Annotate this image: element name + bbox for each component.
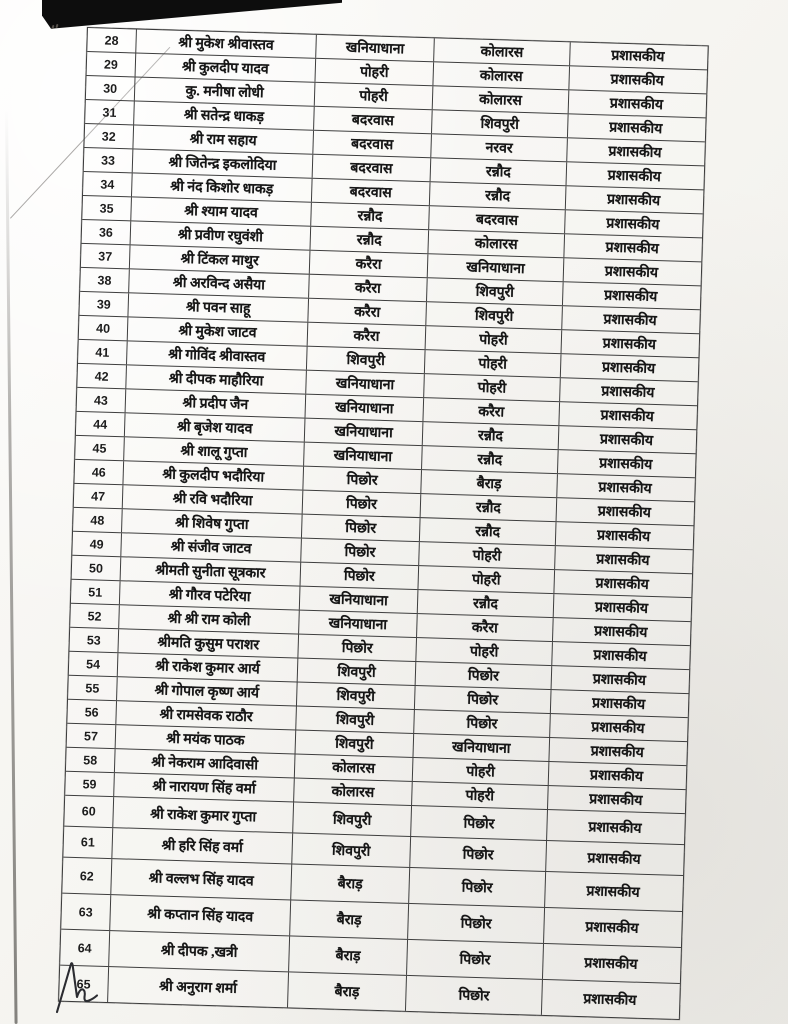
cell-serial-number: 41 [95, 344, 110, 360]
cell-name: श्री अनुराग शर्मा [107, 967, 288, 1007]
cell-place-from: करैरा [309, 251, 428, 277]
cell-serial-number: 35 [99, 200, 114, 216]
cell-category: प्रशासकीय [555, 522, 692, 549]
cell-name: श्री कुलदीप यादव [135, 53, 316, 81]
cell-place-from: बैराड़ [287, 972, 406, 1010]
cell-serial-number: 56 [84, 704, 99, 720]
cell-category: प्रशासकीय [566, 138, 703, 165]
cell-serial-number: 46 [91, 464, 106, 480]
cell-place-to: बदरवास [428, 206, 565, 233]
cell-name: श्री राकेश कुमार गुप्ता [112, 797, 293, 832]
cell-place-to: रन्नौद [417, 590, 554, 617]
cell-serial-number: 38 [97, 272, 112, 288]
cell-category: प्रशासकीय [553, 570, 690, 597]
cell-category: प्रशासकीय [560, 354, 697, 381]
cell-place-from: शिवपुरी [295, 706, 414, 732]
cell-place-to: कोलारस [432, 86, 569, 113]
cell-name: श्री प्रवीण रघुवंशी [130, 221, 311, 249]
cell-serial-number: 47 [90, 488, 106, 504]
cell-name: श्री दीपक माहौरिया [125, 365, 306, 393]
cell-place-from: बदरवास [313, 107, 432, 133]
cell-place-to: पोहरी [423, 374, 560, 401]
cell-place-to: पिछोर [407, 904, 544, 943]
cell-category: प्रशासकीय [553, 594, 690, 621]
cell-name: श्री संजीव जाटव [120, 533, 301, 561]
cell-category: प्रशासकीय [561, 330, 698, 357]
cell-name: श्री श्याम यादव [130, 197, 311, 225]
cell-place-from: बदरवास [312, 131, 431, 157]
cell-place-to: पिछोर [415, 662, 552, 689]
cell-serial-number: 44 [93, 416, 108, 432]
cell-place-from: पिछोर [302, 467, 421, 493]
cell-place-to: खनियाधाना [427, 254, 564, 281]
cell-place-from: पिछोर [300, 539, 419, 565]
cell-category: प्रशासकीय [565, 186, 702, 213]
cell-serial-number: 40 [95, 320, 111, 336]
cell-place-to: बैराड़ [420, 470, 557, 497]
cell-place-from: शिवपुरी [295, 730, 414, 756]
cell-serial-number: 37 [98, 248, 113, 264]
cell-name: श्री जितेन्द्र इकलोदिया [132, 149, 313, 177]
cell-name: श्री सतेन्द्र धाकड़ [133, 101, 314, 129]
cell-place-to: शिवपुरी [431, 110, 568, 137]
cell-category: प्रशासकीय [546, 810, 683, 844]
cell-name: श्री प्रदीप जैन [125, 389, 306, 417]
cell-place-to: पोहरी [425, 326, 562, 353]
cell-place-from: शिवपुरी [292, 802, 411, 835]
cell-place-to: रन्नौद [430, 158, 567, 185]
cell-serial-number: 53 [86, 632, 101, 648]
cell-place-from: रन्नौद [310, 203, 429, 229]
cell-serial-number: 48 [90, 512, 105, 528]
cell-category: प्रशासकीय [542, 944, 679, 983]
page-left-edge-shadow [5, 110, 18, 1024]
cell-name: श्री मयंक पाठक [115, 725, 296, 753]
cell-place-from: करैरा [307, 299, 426, 325]
signature-mark [54, 958, 102, 1016]
cell-category: प्रशासकीय [552, 618, 689, 645]
cell-place-to: पोहरी [412, 758, 549, 785]
cell-name: श्री गोविंद श्रीवास्तव [126, 341, 307, 369]
cell-serial-number: 55 [85, 680, 100, 696]
cell-serial-number: 52 [87, 608, 102, 624]
cell-name: श्री टिंकल माथुर [129, 245, 310, 273]
cell-name: श्री नेकराम आदिवासी [114, 749, 295, 777]
cell-name: श्री राम सहाय [132, 125, 313, 153]
cell-place-from: रन्नौद [309, 227, 428, 253]
cell-place-from: खनियाधाना [305, 395, 424, 421]
cell-name: श्री बृजेश यादव [124, 413, 305, 441]
cell-serial-number: 33 [100, 152, 116, 168]
cell-place-to: शिवपुरी [426, 278, 563, 305]
cell-category: प्रशासकीय [567, 114, 704, 141]
cell-name: श्री रवि भदौरिया [122, 485, 303, 513]
cell-serial-number: 30 [103, 81, 118, 96]
cell-place-from: पोहरी [314, 59, 433, 85]
cell-name: श्री मुकेश जाटव [127, 317, 308, 345]
cell-category: प्रशासकीय [550, 690, 687, 717]
ink-speck [52, 24, 59, 31]
cell-serial-number: 57 [83, 728, 99, 744]
cell-place-to: पोहरी [411, 782, 548, 809]
cell-name: श्री कप्तान सिंह यादव [109, 895, 290, 935]
cell-category: प्रशासकीय [557, 450, 694, 477]
cell-category: प्रशासकीय [559, 378, 696, 405]
cell-category: प्रशासकीय [563, 258, 700, 285]
cell-name: श्री शिवेष गुप्ता [121, 509, 302, 537]
cell-place-to: शिवपुरी [425, 302, 562, 329]
cell-place-to: पिछोर [409, 837, 546, 871]
cell-name: श्री कुलदीप भदौरिया [122, 461, 303, 489]
cell-name: श्रीमती सुनीता सूत्रकार [120, 557, 301, 585]
cell-place-from: खनियाधाना [315, 35, 434, 61]
cell-serial-number: 62 [79, 868, 94, 884]
cell-name: श्री नारायण सिंह वर्मा [113, 773, 294, 801]
cell-category: प्रशासकीय [561, 306, 698, 333]
cell-place-from: करैरा [308, 275, 427, 301]
cell-place-to: रन्नौद [420, 494, 557, 521]
cell-category: प्रशासकीय [564, 210, 701, 237]
cell-serial-number: 61 [80, 835, 95, 850]
cell-category: प्रशासकीय [562, 282, 699, 309]
cell-place-to: कोलारस [432, 62, 569, 89]
cell-place-to: रन्नौद [422, 422, 559, 449]
cell-name: श्री रामसेवक राठौर [115, 701, 296, 729]
cell-place-to: रन्नौद [419, 518, 556, 545]
cell-place-from: पिछोर [297, 635, 416, 661]
cell-category: प्रशासकीय [568, 90, 705, 117]
cell-serial-number: 64 [77, 940, 92, 956]
cell-place-to: पिछोर [414, 686, 551, 713]
cell-serial-number: 60 [81, 804, 96, 819]
cell-category: प्रशासकीय [554, 546, 691, 573]
cell-place-to: पोहरी [424, 350, 561, 377]
cell-category: प्रशासकीय [545, 841, 682, 875]
cell-place-to: करैरा [422, 398, 559, 425]
cell-category: प्रशासकीय [556, 498, 693, 525]
cell-place-from: शिवपुरी [291, 833, 410, 866]
cell-serial-number: 49 [89, 536, 104, 552]
cell-place-to: पिछोर [405, 976, 542, 1015]
cell-serial-number: 36 [98, 224, 114, 240]
cell-category: प्रशासकीय [541, 980, 678, 1019]
cell-category: प्रशासकीय [543, 908, 680, 947]
cell-serial-number: 63 [78, 904, 93, 920]
cell-place-to: कोलारस [427, 230, 564, 257]
cell-place-from: पिछोर [301, 515, 420, 541]
cell-name: श्री गौरव पटेरिया [119, 581, 300, 609]
cell-place-from: करैरा [307, 323, 426, 349]
cell-place-from: शिवपुरी [297, 659, 416, 685]
cell-category: प्रशासकीय [544, 872, 681, 911]
cell-name: श्री मुकेश श्रीवास्तव [135, 29, 316, 57]
cell-serial-number: 65 [76, 976, 91, 992]
cell-place-from: खनियाधाना [305, 371, 424, 397]
cell-category: प्रशासकीय [551, 666, 688, 693]
cell-place-to: खनियाधाना [412, 734, 549, 761]
cell-place-from: खनियाधाना [298, 611, 417, 637]
cell-place-from: बदरवास [311, 179, 430, 205]
cell-name: श्री गोपाल कृष्ण आर्य [116, 677, 297, 705]
cell-place-to: पिछोर [408, 868, 545, 907]
cell-name: श्री श्री राम कोली [118, 605, 299, 633]
cell-place-from: शिवपुरी [306, 347, 425, 373]
cell-place-from: बैराड़ [289, 900, 408, 938]
cell-category: प्रशासकीय [566, 162, 703, 189]
cell-serial-number: 29 [103, 57, 119, 72]
cell-serial-number: 34 [100, 176, 115, 192]
cell-serial-number: 28 [104, 33, 119, 48]
cell-place-from: बैराड़ [288, 936, 407, 974]
cell-place-from: बदरवास [312, 155, 431, 181]
cell-serial-number: 45 [92, 440, 107, 456]
cell-category: प्रशासकीय [569, 42, 706, 69]
cell-name: श्री वल्लभ सिंह यादव [110, 859, 291, 899]
cell-category: प्रशासकीय [548, 738, 685, 765]
cell-place-to: कोलारस [433, 38, 570, 65]
cell-serial-number: 54 [85, 656, 101, 672]
scan-artifact-top-edge [42, 0, 342, 30]
cell-place-from: बैराड़ [290, 864, 409, 902]
cell-name: श्री नंद किशोर धाकड़ [131, 173, 312, 201]
cell-category: प्रशासकीय [558, 426, 695, 453]
cell-serial-number: 59 [82, 776, 97, 792]
cell-name: कु. मनीषा लोधी [134, 77, 315, 105]
cell-serial-number: 43 [93, 392, 109, 408]
transfer-table [58, 27, 709, 1020]
cell-serial-number: 32 [101, 128, 116, 144]
cell-category: प्रशासकीय [551, 642, 688, 669]
cell-name: श्री अरविन्द असैया [128, 269, 309, 297]
cell-place-from: पिछोर [300, 563, 419, 589]
cell-name: श्री शालू गुप्ता [123, 437, 304, 465]
cell-serial-number: 31 [102, 105, 117, 120]
cell-category: प्रशासकीय [563, 234, 700, 261]
cell-place-to: पिछोर [406, 940, 543, 979]
cell-place-from: पोहरी [314, 83, 433, 109]
cell-serial-number: 42 [94, 368, 109, 384]
cell-serial-number: 39 [96, 296, 111, 312]
table-body [59, 28, 708, 1019]
cell-place-to: पोहरी [415, 638, 552, 665]
cell-category: प्रशासकीय [556, 474, 693, 501]
cell-category: प्रशासकीय [547, 786, 684, 813]
cell-name: श्री दीपक ,खत्री [108, 931, 289, 971]
cell-name: श्री राकेश कुमार आर्य [117, 653, 298, 681]
cell-category: प्रशासकीय [549, 714, 686, 741]
cell-place-to: पिछोर [410, 806, 547, 840]
cell-place-from: खनियाधाना [299, 587, 418, 613]
cell-place-to: पिछोर [413, 710, 550, 737]
cell-place-from: खनियाधाना [303, 443, 422, 469]
cell-category: प्रशासकीय [568, 66, 705, 93]
cell-place-from: पिछोर [302, 491, 421, 517]
cell-place-to: नरवर [430, 134, 567, 161]
cell-place-to: पोहरी [417, 566, 554, 593]
cell-place-to: रन्नौद [429, 182, 566, 209]
cell-serial-number: 50 [88, 560, 104, 576]
cell-place-to: करैरा [416, 614, 553, 641]
cell-place-from: खनियाधाना [304, 419, 423, 445]
cell-place-from: शिवपुरी [296, 683, 415, 709]
cell-category: प्रशासकीय [558, 402, 695, 429]
cell-serial-number: 58 [83, 752, 98, 768]
cell-name: श्री हरि सिंह वर्मा [111, 828, 292, 863]
cell-place-to: रन्नौद [421, 446, 558, 473]
cell-serial-number: 51 [88, 584, 103, 600]
cell-place-from: कोलारस [293, 778, 412, 804]
cell-place-to: पोहरी [418, 542, 555, 569]
cell-category: प्रशासकीय [548, 762, 685, 789]
cell-name: श्रीमति कुसुम पराशर [117, 629, 298, 657]
cell-name: श्री पवन साहू [127, 293, 308, 321]
cell-place-from: कोलारस [294, 754, 413, 780]
